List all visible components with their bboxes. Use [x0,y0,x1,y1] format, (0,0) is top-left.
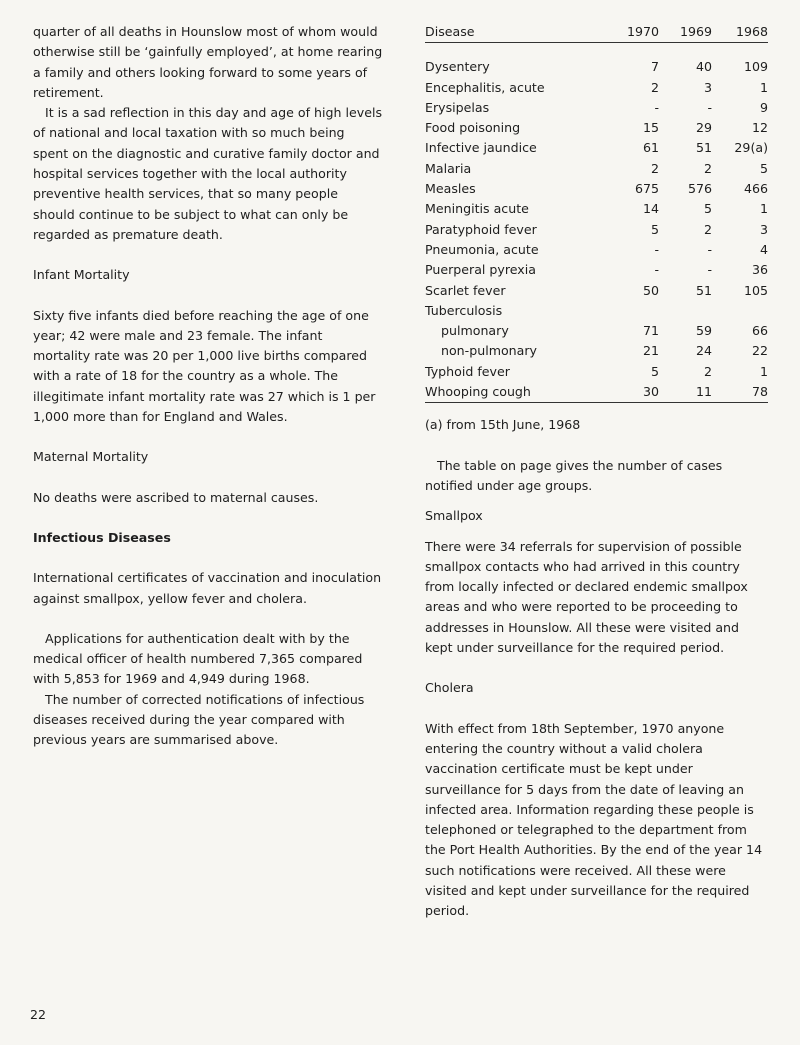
disease-name: Puerperal pyrexia [425,262,536,278]
value-1968: 29(a) [734,140,768,156]
page-number: 22 [30,1007,47,1022]
table-row [425,138,768,158]
value-1968: 78 [712,382,768,403]
disease-name: Erysipelas [425,99,490,115]
header-disease: Disease [425,22,615,43]
table-row [425,199,768,219]
value-1969: 11 [659,382,712,403]
table-row [425,78,768,98]
value-1970: 15 [642,120,659,136]
table-row [425,382,768,403]
value-1968: 5 [759,160,768,176]
value-1970: 7 [650,59,659,75]
disease-name: Tuberculosis [425,302,503,318]
value-1968: 1 [759,79,768,95]
maternal-mortality-paragraph: No deaths were ascribed to maternal causes. [33,489,319,505]
value-1970: 50 [642,282,659,298]
value-1970: 71 [642,323,659,339]
value-1970 [615,301,659,321]
value-1969: 5 [703,201,712,217]
value-1969: - [707,262,712,278]
value-1969: 2 [703,160,712,176]
table-row [425,57,768,77]
value-1970: 5 [650,221,659,237]
header-1968: 1968 [712,22,768,43]
maternal-mortality-heading: Maternal Mortality [33,449,149,465]
table-row [425,118,768,138]
value-1968: 1 [759,201,768,217]
certificates-paragraph: International certificates of vaccination and inoculation against smallpox, yellow fever and cholera. [33,570,382,606]
value-1969: 2 [703,363,712,379]
disease-name: non-pulmonary [441,343,537,359]
table-row [425,281,768,301]
value-1968: 12 [751,120,768,136]
table-row [425,260,768,280]
applications-paragraph: Applications for authentication dealt with by the medical officer of health numbered 7,365 compared with 5,853 for 1969 and 4,949 during 1968. [33,630,363,687]
table-row [425,321,768,341]
value-1968: 1 [759,363,768,379]
value-1970: - [654,262,659,278]
header-1969: 1969 [659,22,712,43]
disease-name: Typhoid fever [425,363,510,379]
disease-name: Infective jaundice [425,140,537,156]
right-column [425,22,770,922]
disease-name: Whooping cough [425,382,615,403]
value-1970: 14 [642,201,659,217]
disease-name: Encephalitis, acute [425,79,545,95]
table-reference-paragraph: The table on page gives the number of cases notified under age groups. [425,457,723,493]
value-1969: 3 [703,79,712,95]
disease-name: Measles [425,181,476,197]
value-1970: 2 [650,79,659,95]
disease-name: Food poisoning [425,120,521,136]
reflection-paragraph: It is a sad reflection in this day and age of high levels of national and local taxation with so much being spent on the diagnostic and curative family doctor and hospital services together with the local authority preventive health services, that so many people should continue to be subject to what can only be regarded as premature death. [33,105,382,242]
disease-name: Pneumonia, acute [425,241,539,257]
notifications-paragraph: The number of corrected notifications of infectious diseases received during the year compared with previous years are summarised above. [33,691,365,748]
value-1969: - [707,241,712,257]
value-1970: 5 [650,363,659,379]
cholera-paragraph: With effect from 18th September, 1970 anyone entering the country without a valid cholera vaccination certificate must be kept under surveillance for 5 days from the date of leaving an infected area. Information regarding these people is telephoned or telegraphed to the department from the Port Health Authorities. By the end of the year 14 such notifications were received. All these were visited and kept under surveillance for the required period. [425,720,763,919]
value-1968: 109 [743,59,768,75]
value-1968: 22 [751,343,768,359]
value-1968: 4 [759,241,768,257]
smallpox-heading: Smallpox [425,508,483,524]
table-row [425,220,768,240]
value-1969: 24 [695,343,712,359]
table-row [425,98,768,118]
value-1969: 576 [687,181,712,197]
disease-name: Scarlet fever [425,282,506,298]
infant-mortality-paragraph: Sixty five infants died before reaching the age of one year; 42 were male and 23 female. The infant mortality rate was 20 per 1,000 live births compared with a rate of 18 for the country as a whole. The illegitimate infant mortality rate was 27 which is 1 per 1,000 more than for England and Wales. [33,307,376,425]
value-1969: 2 [703,221,712,237]
disease-name: Meningitis acute [425,201,529,217]
value-1970: 21 [642,343,659,359]
value-1968: 105 [743,282,768,298]
cholera-heading: Cholera [425,680,474,696]
table-row [425,240,768,260]
table-row [425,301,768,321]
notifications-table [425,22,768,403]
table-header-row [425,22,768,43]
value-1968: 3 [759,221,768,237]
disease-name: Malaria [425,160,472,176]
disease-name: Dysentery [425,59,490,75]
disease-name: Paratyphoid fever [425,221,537,237]
value-1969: 40 [695,59,712,75]
disease-name: pulmonary [441,323,509,339]
value-1969: - [707,99,712,115]
infectious-diseases-heading: Infectious Diseases [33,529,171,545]
value-1968: 36 [751,262,768,278]
value-1970: 2 [650,160,659,176]
table-row [425,159,768,179]
table-row [425,179,768,199]
value-1969: 59 [695,323,712,339]
table-footnote: (a) from 15th June, 1968 [425,417,581,433]
infant-mortality-heading: Infant Mortality [33,267,130,283]
value-1968: 66 [751,323,768,339]
intro-paragraph: quarter of all deaths in Hounslow most of whom would otherwise still be ‘gainfully employed’, at home rearing a family and others looking forward to some years of retirement. [33,24,383,100]
left-column [33,22,383,751]
value-1969 [659,301,712,321]
table-row [425,362,768,382]
value-1970: - [654,241,659,257]
value-1969: 29 [695,120,712,136]
value-1970: 61 [642,140,659,156]
table-row [425,341,768,361]
value-1970: 30 [615,382,659,403]
value-1968: 9 [759,99,768,115]
value-1970: 675 [634,181,659,197]
value-1970: - [654,99,659,115]
value-1969: 51 [695,140,712,156]
value-1969: 51 [695,282,712,298]
smallpox-paragraph: There were 34 referrals for supervision of possible smallpox contacts who had arrived in this country from locally infected or declared endemic smallpox areas and who were reported to be proceeding to addresses in Hounslow. All these were visited and kept under surveillance for the required period. [425,538,748,656]
value-1968: 466 [743,181,768,197]
value-1968 [712,301,768,321]
header-1970: 1970 [615,22,659,43]
